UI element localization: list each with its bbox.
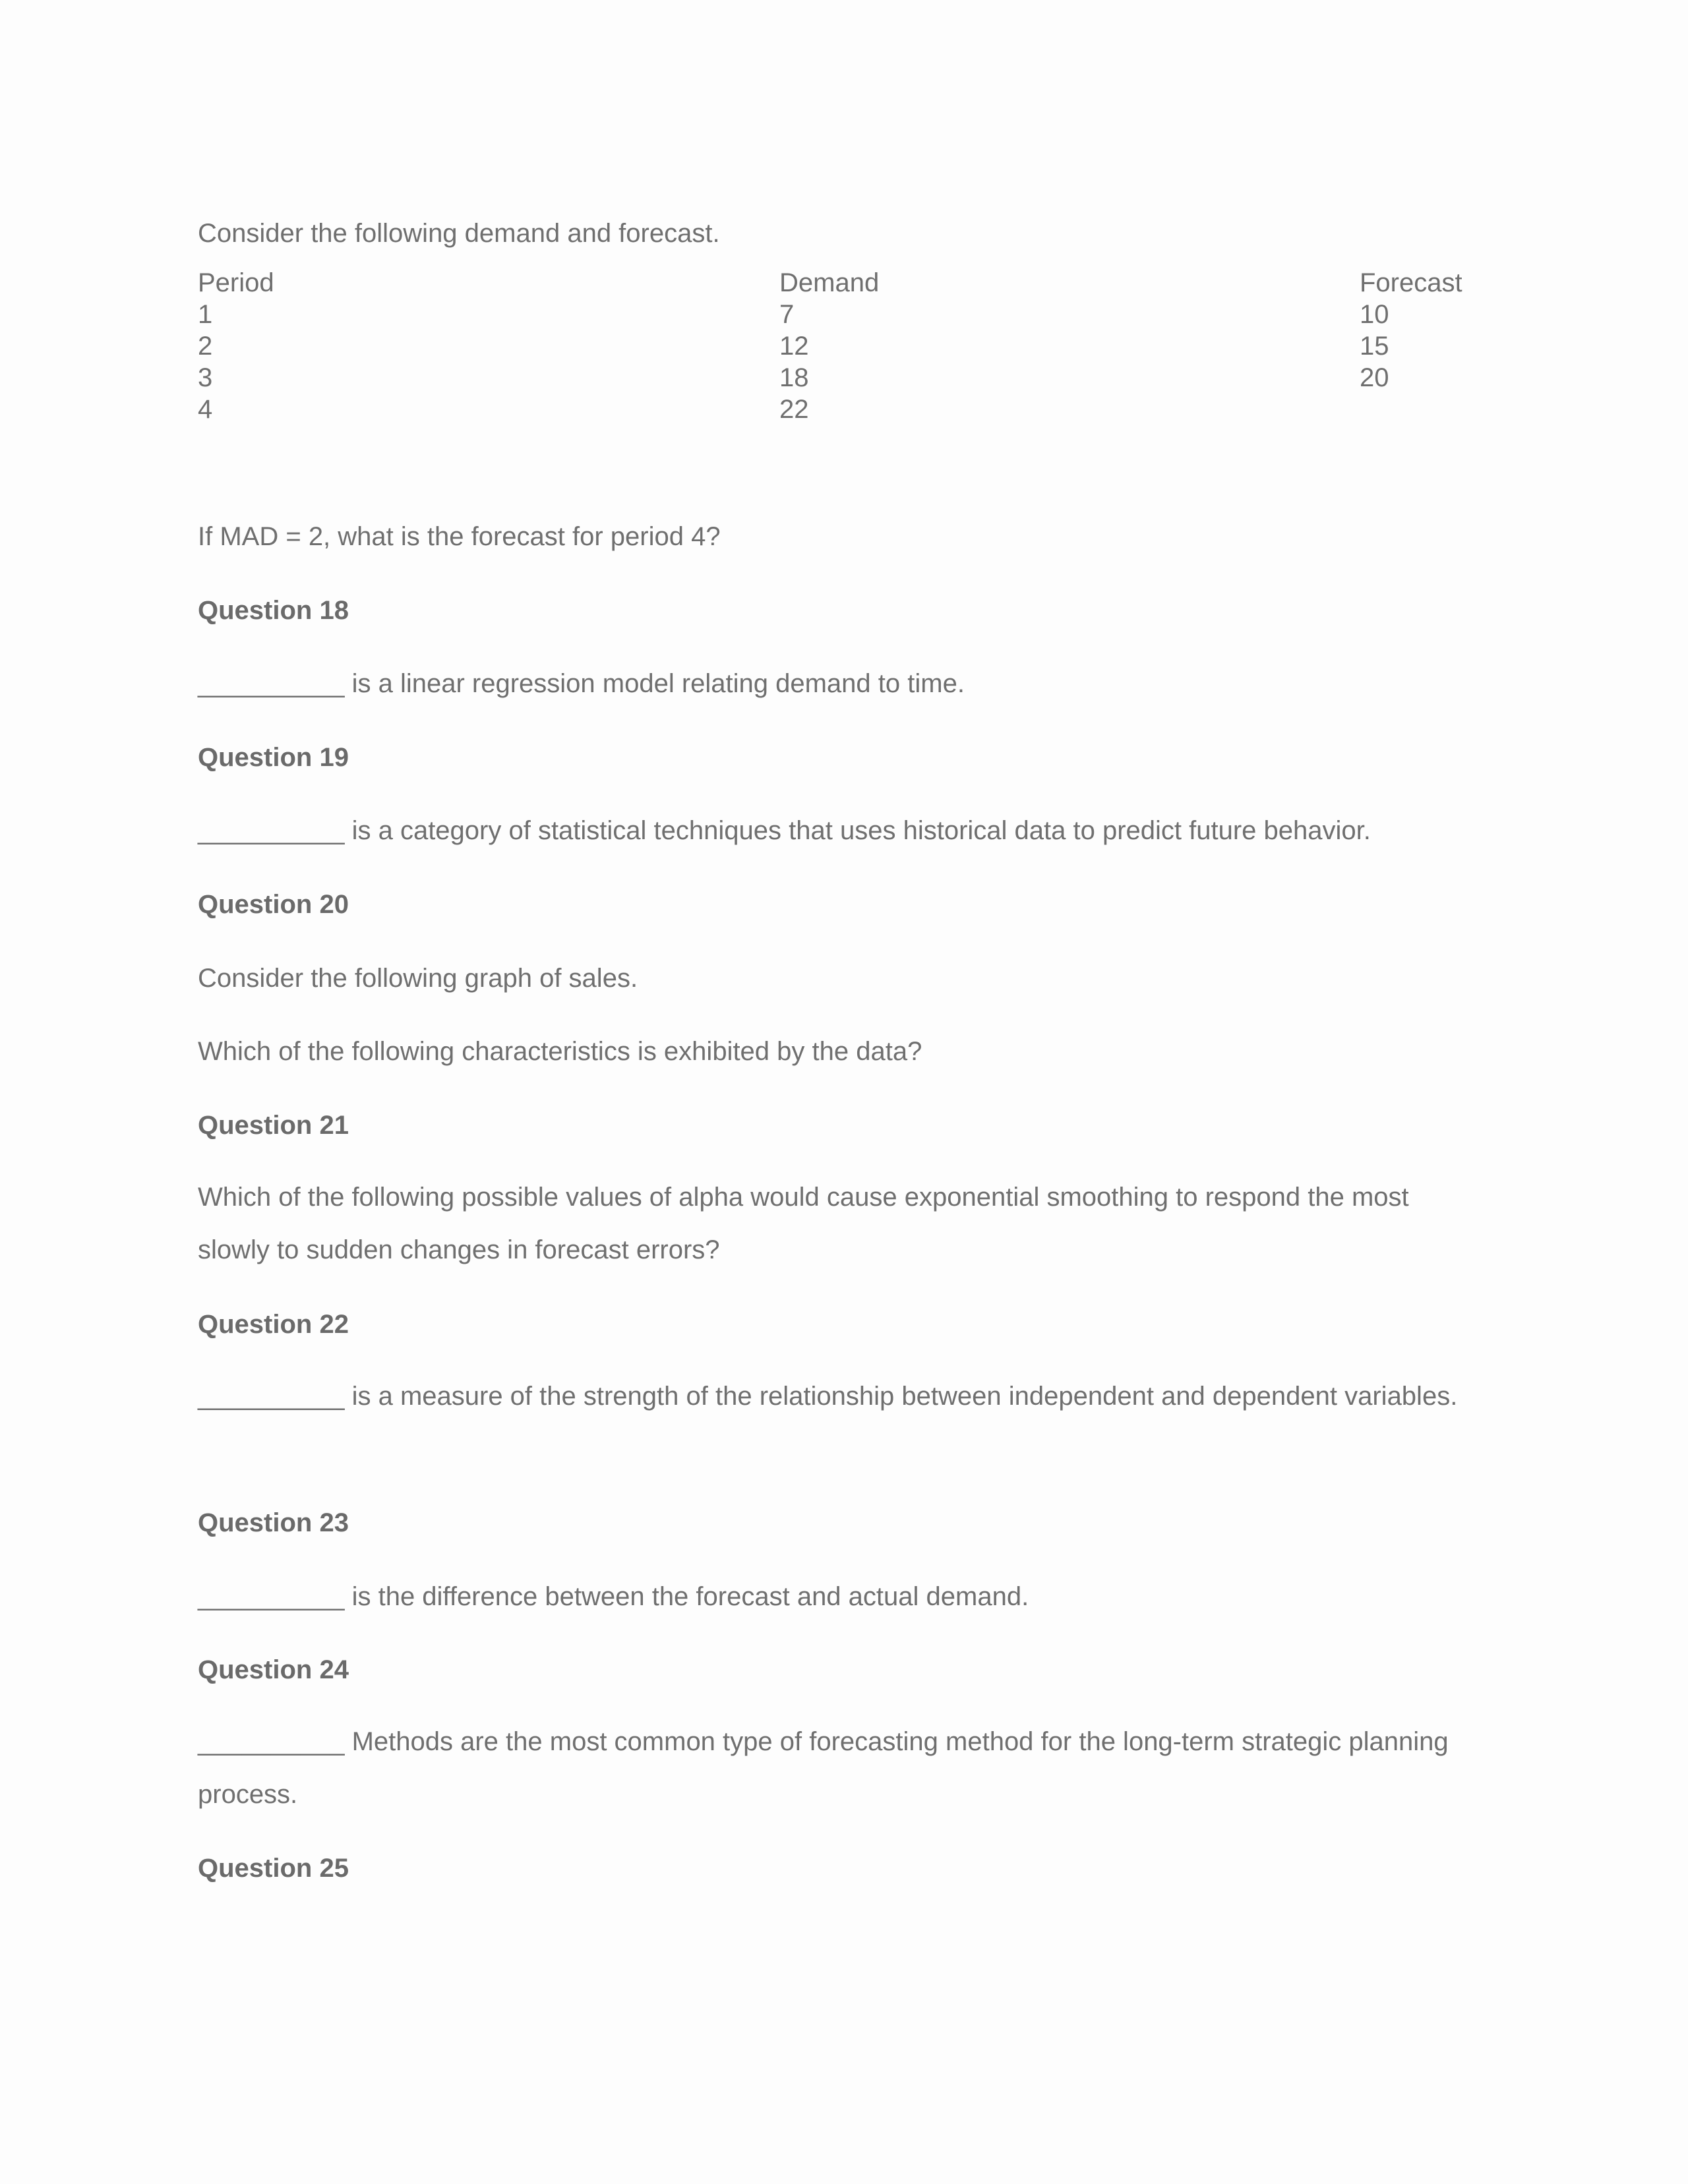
question-23-text (198, 1581, 1029, 1612)
question-22-heading: Question 22 (198, 1310, 349, 1339)
question-19-heading: Question 19 (198, 743, 349, 772)
question-20-line-2: Which of the following characteristics is exhibited by the data? (198, 1037, 922, 1066)
answer-blank: __________ (198, 1582, 345, 1611)
question-20-line-1: Consider the following graph of sales. (198, 964, 638, 993)
question-21-text: Which of the following possible values of alpha would cause exponential smoothing to respond the most slowly to sudden changes in forecast errors? (198, 1183, 1409, 1264)
table-cell: 22 (779, 395, 809, 424)
question-text: is a category of statistical techniques that uses historical data to predict future behavior. (344, 816, 1371, 845)
question-22-text (198, 1370, 1484, 1423)
intro-text: Consider the following demand and forecast. (198, 219, 720, 248)
question-18-text (198, 668, 965, 699)
table-header-demand: Demand (779, 268, 880, 297)
table-column-forecast (1360, 267, 1462, 394)
table-header-period: Period (198, 268, 274, 297)
table-column-period (198, 267, 274, 425)
question-18-heading: Question 18 (198, 596, 349, 625)
table-cell: 4 (198, 395, 213, 424)
question-24-heading: Question 24 (198, 1655, 349, 1684)
table-cell: 10 (1360, 300, 1389, 329)
question-text: is the difference between the forecast and actual demand. (344, 1582, 1029, 1611)
answer-blank: __________ (198, 669, 345, 698)
table-cell: 2 (198, 332, 213, 361)
table-column-demand (779, 267, 879, 425)
question-25-heading: Question 25 (198, 1854, 349, 1883)
question-text: is a measure of the strength of the relationship between independent and dependent variables. (344, 1382, 1458, 1411)
question-19-text (198, 815, 1371, 846)
table-cell: 20 (1360, 363, 1389, 392)
question-text: is a linear regression model relating demand to time. (344, 669, 965, 698)
question-23-heading: Question 23 (198, 1508, 349, 1537)
table-cell: 7 (779, 300, 795, 329)
table-cell: 12 (779, 332, 809, 361)
table-header-forecast: Forecast (1360, 268, 1462, 297)
table-cell: 1 (198, 300, 213, 329)
question-20-heading: Question 20 (198, 890, 349, 919)
question-text: Methods are the most common type of forecasting method for the long-term strategic planning process. (198, 1727, 1449, 1809)
table-cell: 3 (198, 363, 213, 392)
question-24-text (198, 1715, 1484, 1821)
answer-blank: __________ (198, 816, 345, 845)
answer-blank: __________ (198, 1382, 345, 1411)
answer-blank: __________ (198, 1727, 345, 1756)
question-17-text: If MAD = 2, what is the forecast for period 4? (198, 522, 721, 551)
table-cell: 15 (1360, 332, 1389, 361)
question-21-heading: Question 21 (198, 1111, 349, 1140)
table-cell: 18 (779, 363, 809, 392)
